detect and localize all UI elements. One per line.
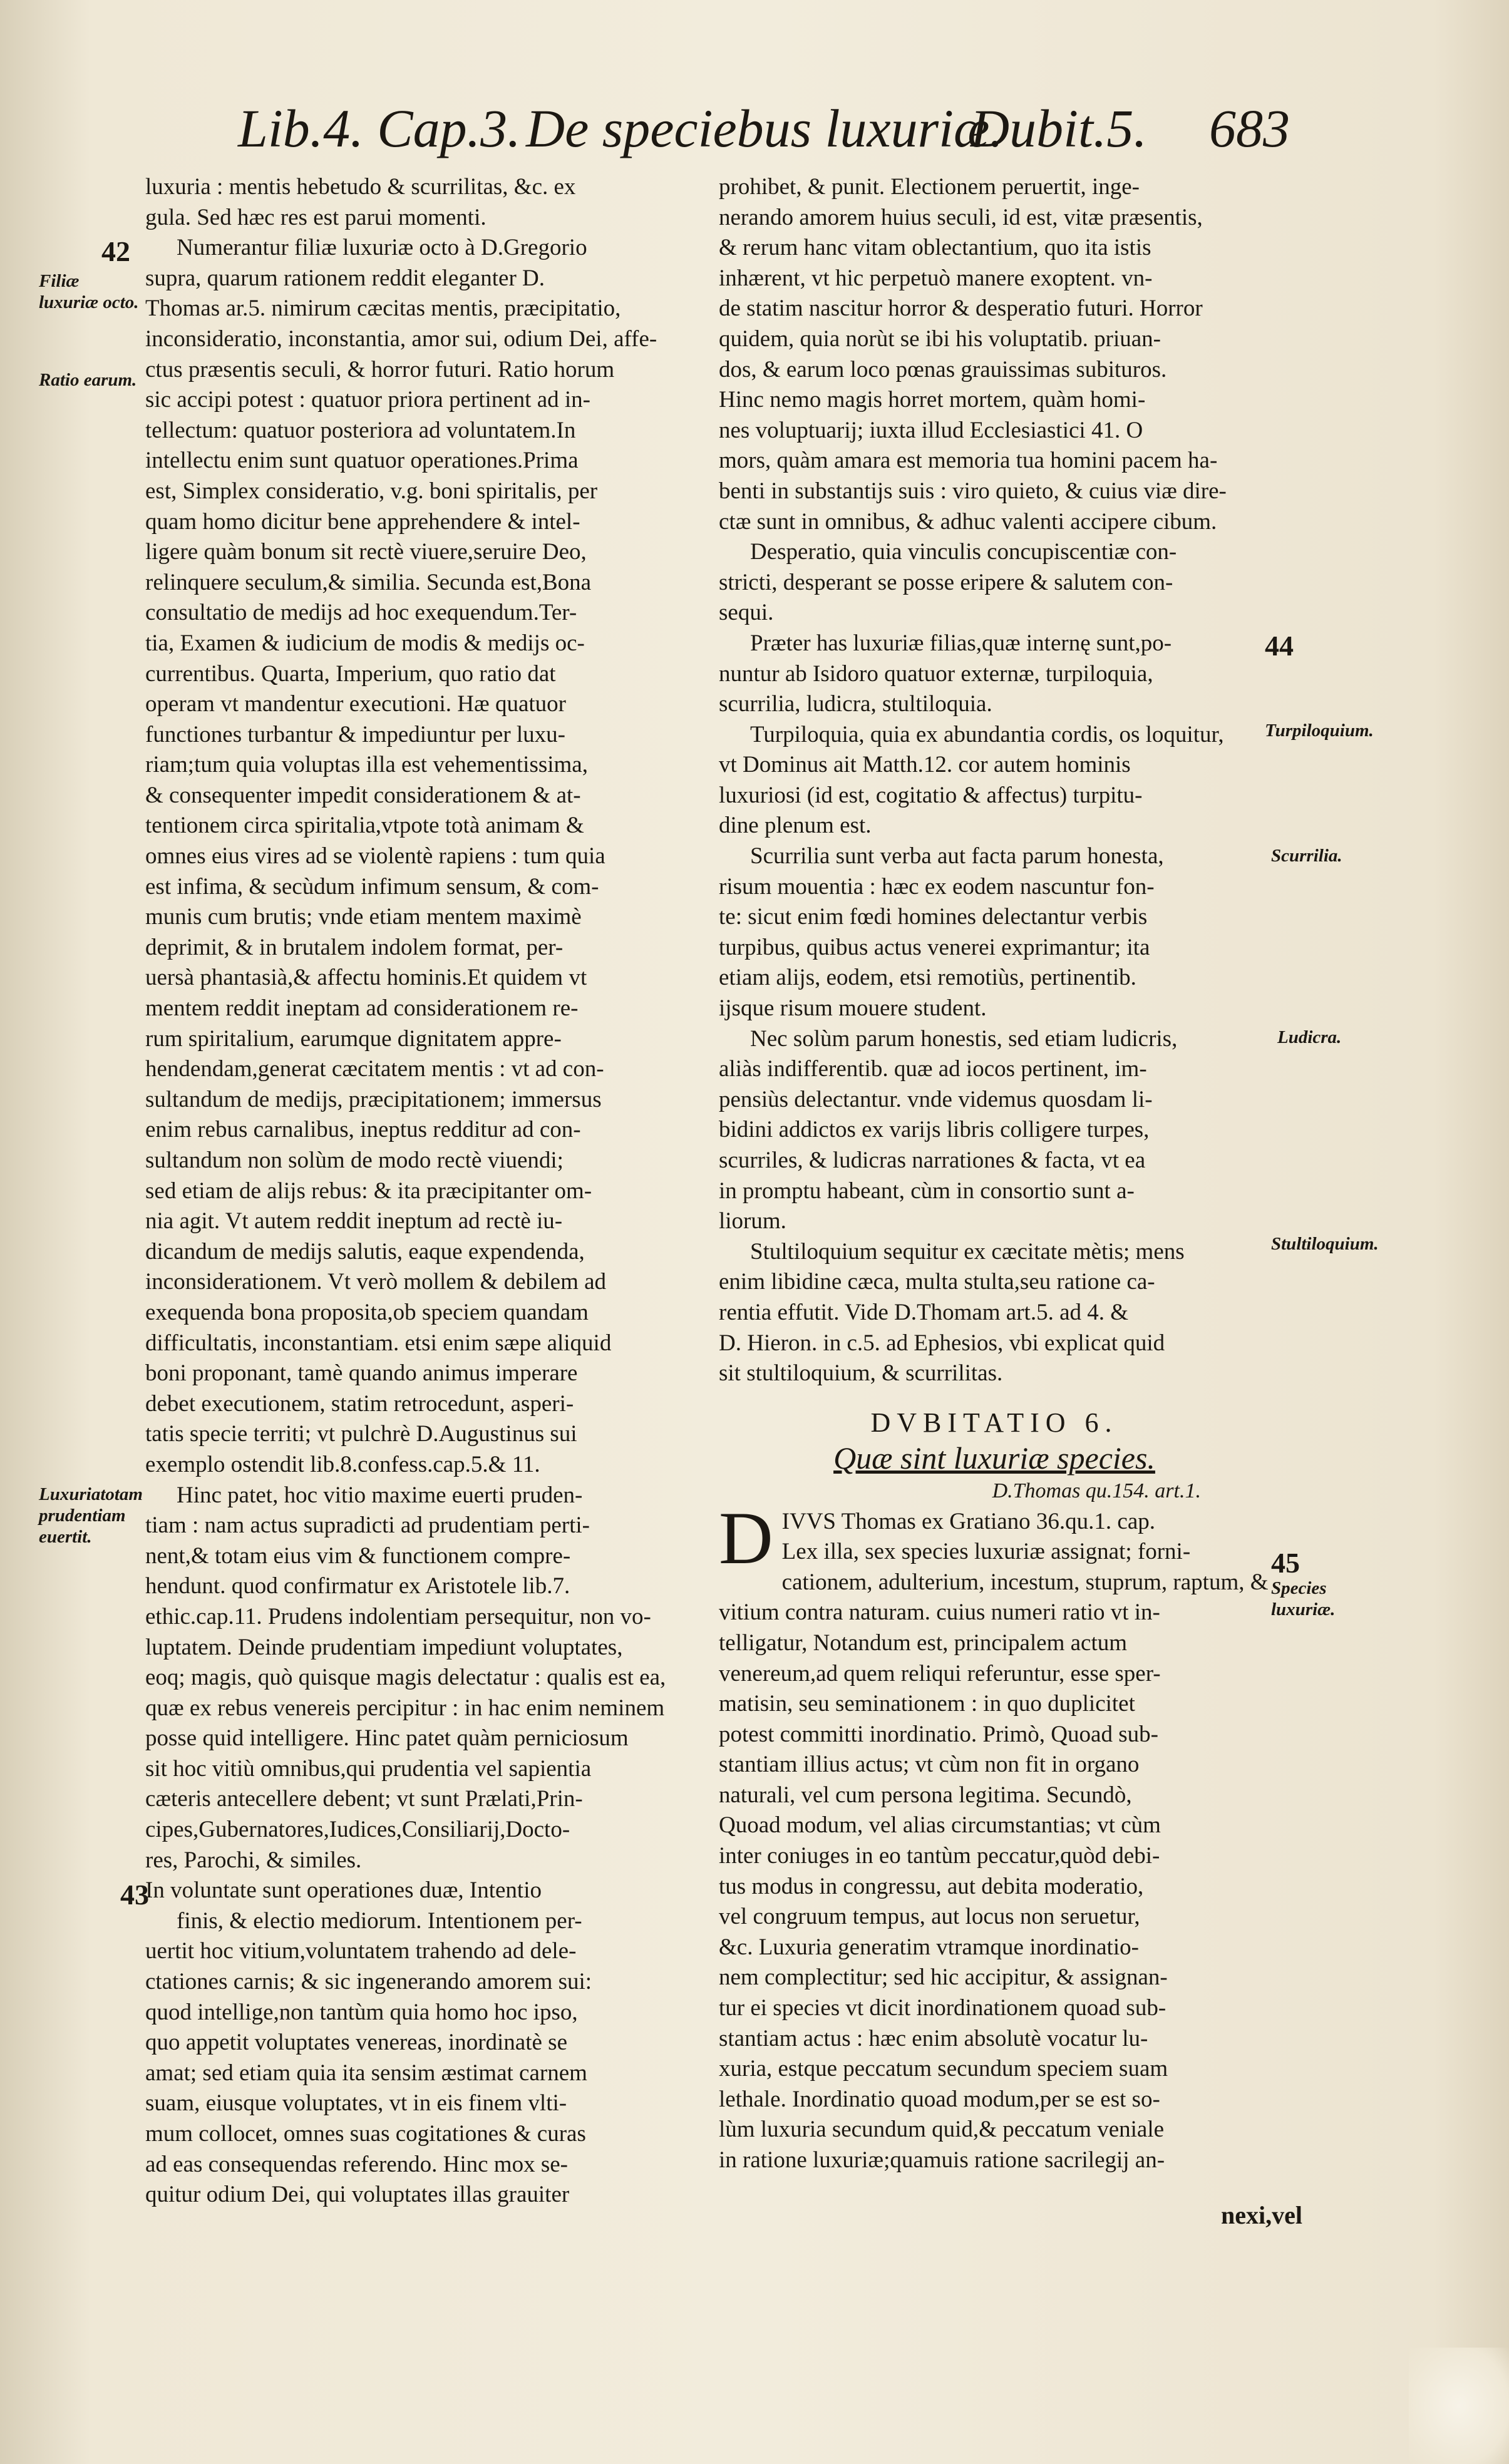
text-line: Stultiloquium sequitur ex cæcitate mètis; mens <box>750 1238 1185 1265</box>
dubitatio-reference: D.Thomas qu.154. art.1. <box>992 1479 1201 1502</box>
text-line: Quoad modum, vel alias circumstantias; vt cùm <box>719 1812 1161 1839</box>
text-line: relinquere seculum,& similia. Secunda est,Bona <box>145 569 592 595</box>
text-line: quæ ex rebus venereis percipitur : in hac enim neminem <box>145 1695 665 1721</box>
text-line: exequenda bona proposita,ob speciem quandam <box>145 1299 589 1325</box>
text-line: cipes,Gubernatores,Iudices,Consiliarij,Docto- <box>145 1817 570 1843</box>
text-line: ctæ sunt in omnibus, & adhuc valenti accipere cibum. <box>719 508 1217 535</box>
text-line: posse quid intelligere. Hinc patet quàm perniciosum <box>145 1725 629 1752</box>
text-line: in promptu habeant, cùm in consortio sunt a- <box>719 1178 1135 1204</box>
text-line: rentia effutit. Vide D.Thomam art.5. ad 4. & <box>719 1299 1129 1325</box>
text-line: ijsque risum mouere student. <box>719 995 987 1022</box>
text-line: omnes eius vires ad se violentè rapiens : tum quia <box>145 843 605 870</box>
text-line: & rerum hanc vitam oblectantium, quo ita istis <box>719 235 1151 261</box>
text-line: est infima, & secùdum infimum sensum, & com- <box>145 873 599 900</box>
text-line: tatis specie territi; vt pulchrè D.Augustinus sui <box>145 1421 577 1447</box>
text-line: Scurrilia sunt verba aut facta parum honesta, <box>750 843 1164 870</box>
catchword: nexi,vel <box>1221 2201 1302 2229</box>
text-line: prohibet, & punit. Electionem peruertit, inge- <box>719 174 1140 200</box>
text-line: Thomas ar.5. nimirum cæcitas mentis, præcipitatio, <box>145 295 621 322</box>
text-line: tur ei species vt dicit inordinationem quoad sub- <box>719 1995 1167 2021</box>
drop-cap-initial: D <box>719 1496 773 1579</box>
text-line: vt Dominus ait Matth.12. cor autem hominis <box>719 752 1131 778</box>
text-line: mum collocet, omnes suas cogitationes & curas <box>145 2121 586 2147</box>
text-line: dine plenum est. <box>719 813 872 839</box>
text-line: Nec solùm parum honestis, sed etiam ludicris, <box>750 1025 1178 1052</box>
margin-note-turpiloquium: Turpiloquium. <box>1265 721 1374 741</box>
text-line: ctationes carnis; & sic ingenerando amorem sui: <box>145 1969 592 1995</box>
running-header <box>238 94 1290 163</box>
text-line: Hinc patet, hoc vitio maxime euerti pruden- <box>177 1482 583 1508</box>
text-line: inconsiderationem. Vt verò mollem & debilem ad <box>145 1269 607 1295</box>
text-line: suam, eiusque voluptates, vt in eis finem vlti- <box>145 2090 567 2117</box>
text-line: consultatio de medijs ad hoc exequendum.Ter- <box>145 600 577 626</box>
text-line: & consequenter impedit considerationem & at- <box>145 782 581 808</box>
text-line: rum spiritalium, earumque dignitatem appre- <box>145 1025 562 1052</box>
text-line: Numerantur filiæ luxuriæ octo à D.Gregorio <box>177 235 587 261</box>
text-line: nem complectitur; sed hic accipitur, & assignan- <box>719 1964 1168 1991</box>
text-line: boni proponant, tamè quando animus imperare <box>145 1360 578 1387</box>
text-line: uersà phantasià,& affectu hominis.Et quidem vt <box>145 965 587 991</box>
dubitatio-heading: DVBITATIO 6. <box>870 1407 1118 1438</box>
right-column <box>719 172 1270 2176</box>
text-line: etiam alijs, eodem, etsi remotiùs, pertinentib. <box>719 965 1136 991</box>
text-line: supra, quarum rationem reddit eleganter D. <box>145 265 545 291</box>
text-line: luxuria : mentis hebetudo & scurrilitas, &c. ex <box>145 174 576 200</box>
text-line: riam;tum quia voluptas illa est vehementissima, <box>145 752 588 778</box>
text-line: D. Hieron. in c.5. ad Ephesios, vbi explicat quid <box>719 1330 1165 1356</box>
right-column-text-bottom <box>719 1496 1270 2176</box>
text-line: venereum,ad quem reliqui referuntur, esse sper- <box>719 1660 1161 1686</box>
paper-stain <box>1409 2348 1509 2464</box>
text-line: quo appetit voluptates venereas, inordinatè se <box>145 2030 568 2056</box>
text-line: dos, & earum loco pœnas grauissimas subituros. <box>719 356 1167 382</box>
text-line: Turpiloquia, quia ex abundantia cordis, os loquitur, <box>750 721 1224 747</box>
page-number: 683 <box>1209 98 1290 158</box>
text-line: pensiùs delectantur. vnde videmus quosdam li- <box>719 1086 1153 1112</box>
text-line: Hinc nemo magis horret mortem, quàm homi- <box>719 387 1146 413</box>
text-line: sultandum de medijs, præcipitationem; immersus <box>145 1086 602 1112</box>
text-line: vel congruum tempus, aut locus non seruetur, <box>719 1904 1140 1930</box>
text-line: Præter has luxuriæ filias,quæ internę sunt,po- <box>750 630 1172 656</box>
text-line: inter coniuges in eo tantùm peccatur,quòd debi- <box>719 1843 1160 1869</box>
left-column-text <box>145 172 696 2210</box>
text-line: in ratione luxuriæ;quamuis ratione sacrilegij an- <box>719 2147 1165 2173</box>
margin-note-ratio: Ratio earum. <box>39 370 137 390</box>
margin-note-scurrilia: Scurrilia. <box>1271 846 1342 866</box>
text-line: vitium contra naturam. cuius numeri ratio vt in- <box>719 1599 1160 1626</box>
header-title: De speciebus luxuriæ. <box>526 98 1003 158</box>
margin-note-species: Species luxuriæ. <box>1271 1578 1336 1620</box>
text-line: nuntur ab Isidoro quatuor externæ, turpiloquia, <box>719 660 1153 687</box>
text-line: amat; sed etiam quia ita sensim æstimat carnem <box>145 2060 587 2086</box>
text-line: ad eas consequendas referendo. Hinc mox se- <box>145 2151 568 2177</box>
text-line: tiam : nam actus supradicti ad prudentiam perti- <box>145 1512 590 1539</box>
text-line: uertit hoc vitium,voluntatem trahendo ad dele- <box>145 1938 577 1964</box>
text-line: turpibus, quibus actus venerei exprimantur; ita <box>719 934 1150 960</box>
text-line: hendunt. quod confirmatur ex Aristotele lib.7. <box>145 1573 570 1599</box>
text-line: stantiam actus : hæc enim absolutè vocatur lu- <box>719 2025 1148 2051</box>
right-column-text-top <box>719 172 1270 1389</box>
text-line: intellectu enim sunt quatuor operationes.Prima <box>145 448 579 474</box>
text-line: nent,& totam eius vim & functionem compre- <box>145 1543 571 1569</box>
text-line: tia, Examen & iudicium de modis & medijs oc- <box>145 630 585 656</box>
margin-number-42: 42 <box>101 235 130 267</box>
text-line: ethic.cap.11. Prudens indolentiam persequitur, non vo- <box>145 1603 651 1630</box>
text-line: potest committi inordinatio. Primò, Quoad sub- <box>719 1721 1158 1747</box>
text-line: sequi. <box>719 600 774 626</box>
text-line: dicandum de medijs salutis, eaque expendenda, <box>145 1238 585 1265</box>
text-line: de statim nascitur horror & desperatio futuri. Horror <box>719 295 1203 322</box>
text-line: tellectum: quatuor posteriora ad voluntatem.In <box>145 417 576 443</box>
text-line: quidem, quia norùt se ibi his voluptatib. priuan- <box>719 326 1161 352</box>
text-line: operam vt mandentur executioni. Hæ quatuor <box>145 691 566 717</box>
text-line: tentionem circa spiritalia,vtpote totà animam & <box>145 813 584 839</box>
text-line: enim rebus carnalibus, ineptus redditur ad con- <box>145 1117 581 1143</box>
text-line: eoq; magis, quò quisque magis delectatur : qualis est ea, <box>145 1665 666 1691</box>
text-line: est, Simplex consideratio, v.g. boni spiritalis, per <box>145 478 598 504</box>
text-line: mors, quàm amara est memoria tua homini pacem ha- <box>719 448 1218 474</box>
text-line: risum mouentia : hæc ex eodem nascuntur fon- <box>719 873 1155 900</box>
text-line: sic accipi potest : quatuor priora pertinent ad in- <box>145 387 590 413</box>
text-line: benti in substantijs suis : viro quieto, & cuius viæ dire- <box>719 478 1227 504</box>
text-line: sit stultiloquium, & scurrilitas. <box>719 1360 1003 1387</box>
text-line: ctus præsentis seculi, & horror futuri. Ratio horum <box>145 356 615 382</box>
header-book-chapter: Lib.4. Cap.3. <box>238 98 521 158</box>
text-line: res, Parochi, & similes. <box>145 1847 362 1873</box>
text-line: Desperatio, quia vinculis concupiscentiæ con- <box>750 539 1177 565</box>
text-line: exemplo ostendit lib.8.confess.cap.5.& 11. <box>145 1451 540 1477</box>
left-column <box>145 172 696 2210</box>
dubitatio-subtitle: Quæ sint luxuriæ species. <box>833 1440 1155 1476</box>
text-line: ligere quàm bonum sit rectè viuere,seruire Deo, <box>145 539 587 565</box>
text-line: debet executionem, statim retrocedunt, asperi- <box>145 1390 574 1417</box>
text-line: lùm luxuria secundum quid,& peccatum veniale <box>719 2117 1165 2143</box>
margin-number-43: 43 <box>120 1879 149 1911</box>
text-line: functiones turbantur & impediuntur per luxu- <box>145 721 565 747</box>
text-line: matisin, seu seminationem : in quo duplicitet <box>719 1691 1135 1717</box>
margin-note-ludicra: Ludicra. <box>1277 1027 1342 1047</box>
text-line: Lex illa, sex species luxuriæ assignat; forni- <box>781 1539 1191 1565</box>
text-line: sit hoc vitiù omnibus,qui prudentia vel sapientia <box>145 1755 592 1782</box>
margin-number-45: 45 <box>1271 1547 1300 1579</box>
text-line: nia agit. Vt autem reddit ineptum ad rectè iu- <box>145 1208 563 1235</box>
text-line: quam homo dicitur bene apprehendere & intel- <box>145 508 580 535</box>
text-line: aliàs indifferentib. quæ ad iocos pertinent, im- <box>719 1056 1147 1082</box>
header-dubitatio: Dubit.5. <box>971 98 1147 158</box>
text-line: mentem reddit ineptam ad considerationem re- <box>145 995 579 1022</box>
margin-number-44: 44 <box>1265 630 1294 662</box>
text-line: enim libidine cæca, multa stulta,seu ratione ca- <box>719 1269 1155 1295</box>
text-line: difficultatis, inconstantiam. etsi enim sæpe aliquid <box>145 1330 612 1356</box>
text-line: scurrilia, ludicra, stultiloquia. <box>719 691 992 717</box>
margin-note-filiae: Filiæ luxuriæ octo. <box>39 271 139 312</box>
text-line: lethale. Inordinatio quoad modum,per se est so- <box>719 2086 1160 2112</box>
text-line: nes voluptuarij; iuxta illud Ecclesiastici 41. O <box>719 417 1143 443</box>
text-line: gula. Sed hæc res est parui momenti. <box>145 204 487 230</box>
text-line: tus modus in congressu, aut debita moderatio, <box>719 1873 1144 1899</box>
text-line: liorum. <box>719 1208 786 1235</box>
text-line: naturali, vel cum persona legitima. Secundò, <box>719 1782 1132 1808</box>
text-line: cæteris antecellere debent; vt sunt Prælati,Prin- <box>145 1786 583 1812</box>
text-line: sed etiam de alijs rebus: & ita præcipitanter om- <box>145 1178 592 1204</box>
text-line: luptatem. Deinde prudentiam impediunt voluptates, <box>145 1634 623 1660</box>
text-line: scurriles, & ludicras narrationes & facta, vt ea <box>719 1147 1146 1173</box>
text-line: nerando amorem huius seculi, id est, vitæ præsentis, <box>719 204 1203 230</box>
text-line: bidini addictos ex varijs libris colligere turpes, <box>719 1117 1150 1143</box>
text-line: luxuriosi (id est, cogitatio & affectus) turpitu- <box>719 782 1143 808</box>
text-line: stantiam illius actus; vt cùm non fit in organo <box>719 1752 1140 1778</box>
text-line: hendendam,generat cæcitatem mentis : vt ad con- <box>145 1056 604 1082</box>
margin-note-stultiloquium: Stultiloquium. <box>1271 1234 1379 1254</box>
text-line: currentibus. Quarta, Imperium, quo ratio dat <box>145 660 556 687</box>
text-line: quod intellige,non tantùm quia homo hoc ipso, <box>145 1999 578 2025</box>
text-line: te: sicut enim fœdi homines delectantur verbis <box>719 904 1148 930</box>
text-line: &c. Luxuria generatim vtramque inordinatio- <box>719 1934 1139 1960</box>
text-line: In voluntate sunt operationes duæ, Intentio <box>145 1877 542 1904</box>
text-line: telligatur, Notandum est, principalem actum <box>719 1630 1127 1656</box>
text-line: inhærent, vt hic perpetuò manere exoptent. vn- <box>719 265 1153 291</box>
text-line: finis, & electio mediorum. Intentionem per- <box>177 1907 582 1934</box>
margin-note-luxuriato: Luxuriatotam prudentiam euertit. <box>39 1484 143 1547</box>
text-line: xuria, estque peccatum secundum speciem suam <box>719 2056 1168 2082</box>
text-line: stricti, desperant se posse eripere & salutem con- <box>719 569 1173 595</box>
text-line: sultandum non solùm de modo rectè viuendi; <box>145 1147 564 1173</box>
text-line: IVVS Thomas ex Gratiano 36.qu.1. cap. <box>781 1508 1156 1534</box>
text-line: cationem, adulterium, incestum, stuprum, raptum, & <box>781 1569 1269 1595</box>
text-line: deprimit, & in brutalem indolem format, per- <box>145 934 564 960</box>
text-line: quitur odium Dei, qui voluptates illas grauiter <box>145 2182 570 2208</box>
text-line: inconsideratio, inconstantia, amor sui, odium Dei, affe- <box>145 326 657 352</box>
text-line: munis cum brutis; vnde etiam mentem maximè <box>145 904 582 930</box>
